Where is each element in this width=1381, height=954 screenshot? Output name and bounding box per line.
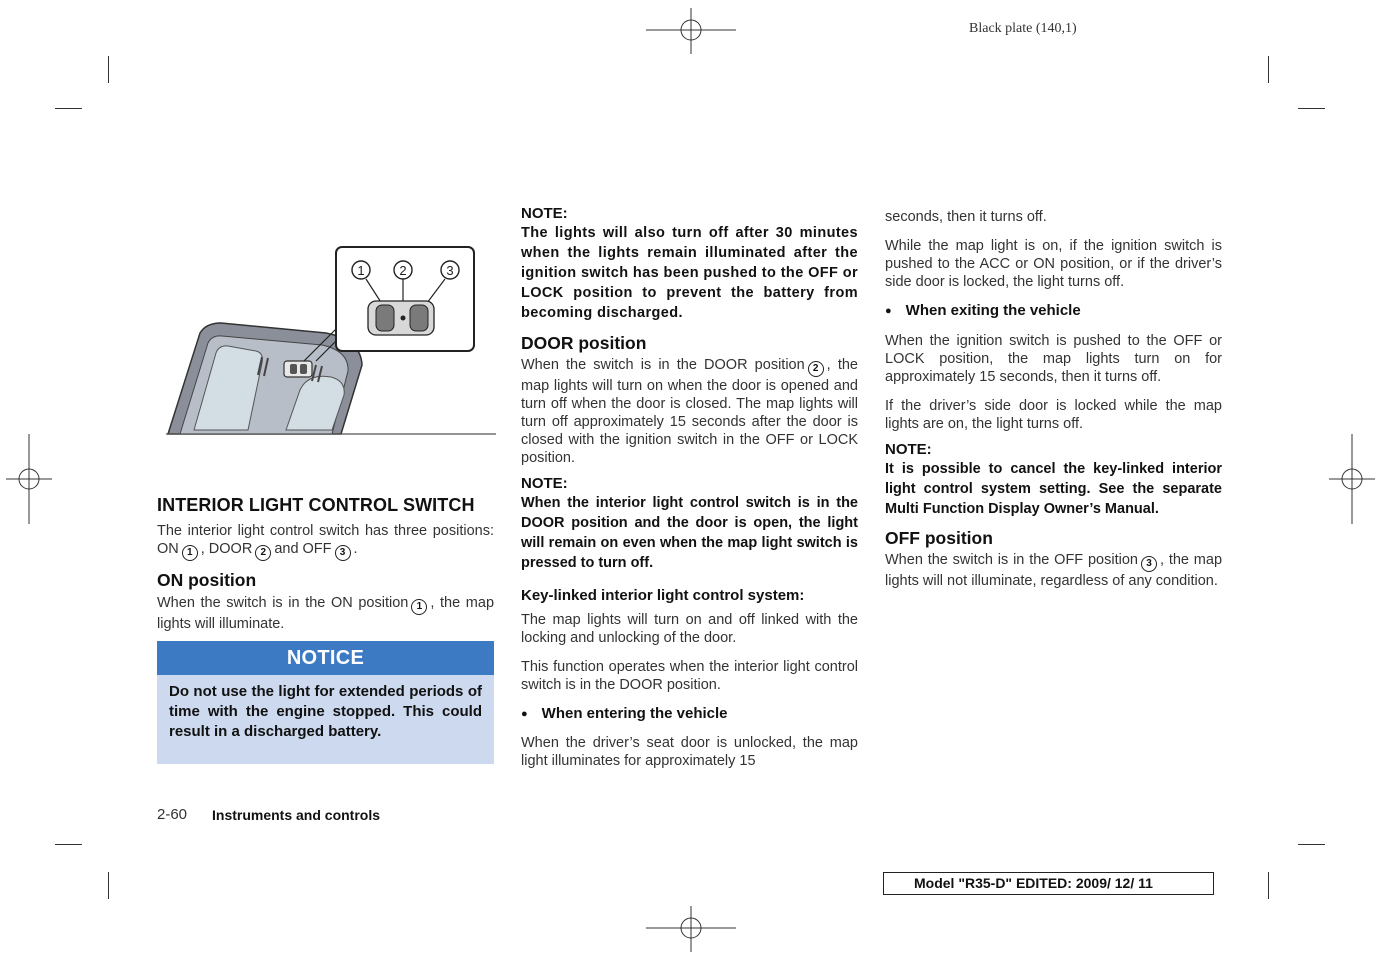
callout-2-inline: 2 bbox=[808, 361, 824, 377]
off-position-heading: OFF position bbox=[885, 528, 993, 548]
note-heading: NOTE: bbox=[521, 475, 568, 492]
callout-3-inline: 3 bbox=[1141, 556, 1157, 572]
key-linked-paragraph-1: The map lights will turn on and off linked with the locking and unlocking of the door. bbox=[521, 612, 858, 646]
notice-box bbox=[157, 641, 494, 764]
bullet-icon: ● bbox=[885, 305, 892, 317]
door-position-paragraph: When the switch is in the DOOR position 2 , the map lights will turn on when the door is opened and turn off when the door is closed. The map lights will turn off approximately 15 seconds after the door is closed with the ignition switch in the OFF or LOCK position. bbox=[521, 357, 858, 466]
note-heading: NOTE: bbox=[521, 205, 568, 222]
door-position-heading: DOOR position bbox=[521, 333, 647, 353]
registration-mark-right bbox=[1329, 434, 1375, 524]
section-title: INTERIOR LIGHT CONTROL SWITCH bbox=[157, 495, 475, 515]
page-number: 2-60 bbox=[157, 806, 188, 823]
registration-mark-bottom bbox=[646, 906, 736, 952]
key-linked-paragraph-2: This function operates when the interior light control switch is in the DOOR position. bbox=[521, 659, 858, 693]
exiting-paragraph-1: When the ignition switch is pushed to the OFF or LOCK position, the map lights turn on for approximately 15 seconds, then it turns off. bbox=[885, 333, 1222, 385]
column-2 bbox=[521, 205, 858, 770]
registration-mark-top bbox=[646, 8, 736, 54]
note-text: When the interior light control switch is in the DOOR position and the door is open, the light will remain on even when the map light switch is pressed to turn off. bbox=[521, 495, 858, 571]
continued-paragraph: seconds, then it turns off. bbox=[885, 209, 1047, 225]
bullet-icon: ● bbox=[521, 708, 528, 720]
callout-3-inline: 3 bbox=[335, 545, 351, 561]
note-text: The lights will also turn off after 30 minutes when the lights remain illuminated after the ignition switch has been pushed to the OFF or LOCK position to prevent the battery from becoming discharged. bbox=[521, 225, 859, 321]
on-position-heading: ON position bbox=[157, 570, 257, 590]
section-name: Instruments and controls bbox=[212, 807, 381, 823]
registration-mark-left bbox=[6, 434, 52, 524]
off-position-paragraph: When the switch is in the OFF position 3 , the map lights will not illuminate, regardless of any condition. bbox=[885, 552, 1223, 589]
callout-3: 3 bbox=[446, 263, 454, 278]
callout-2: 2 bbox=[399, 263, 407, 278]
interior-light-illustration bbox=[166, 215, 496, 437]
on-position-paragraph: When the switch is in the ON position 1 , the map lights will illuminate. bbox=[157, 595, 495, 632]
note-heading: NOTE: bbox=[885, 441, 932, 458]
note-text: It is possible to cancel the key-linked interior light control system setting. See the separate Multi Function Display Owner’s Manual. bbox=[885, 461, 1222, 517]
column-3 bbox=[885, 208, 1222, 590]
notice-label: NOTICE bbox=[157, 641, 494, 675]
callout-1: 1 bbox=[357, 263, 365, 278]
callout-1-inline: 1 bbox=[182, 545, 198, 561]
key-linked-heading: Key-linked interior light control system: bbox=[521, 587, 805, 604]
bullet-entering: ● When entering the vehicle bbox=[521, 705, 728, 722]
bullet-exiting: ● When exiting the vehicle bbox=[885, 302, 1081, 319]
column-1 bbox=[157, 496, 494, 633]
plate-label: Black plate (140,1) bbox=[969, 21, 1077, 36]
intro-paragraph: The interior light control switch has three positions: ON 1 , DOOR 2 and OFF 3 . bbox=[157, 522, 494, 561]
exiting-paragraph-2: If the driver’s side door is locked while the map lights are on, the light turns off. bbox=[885, 398, 1222, 432]
callout-1-inline: 1 bbox=[411, 599, 427, 615]
entering-paragraph: When the driver’s seat door is unlocked, the map light illuminates for approximately 15 bbox=[521, 735, 858, 769]
callout-2-inline: 2 bbox=[255, 545, 271, 561]
notice-text: Do not use the light for extended periods of time with the engine stopped. This could result in a discharged battery. bbox=[169, 683, 482, 740]
model-edited-label: Model "R35-D" EDITED: 2009/ 12/ 11 bbox=[883, 872, 1214, 895]
map-light-paragraph: While the map light is on, if the ignition switch is pushed to the ACC or ON position, or if the driver’s side door is locked, the light turns off. bbox=[885, 238, 1222, 290]
